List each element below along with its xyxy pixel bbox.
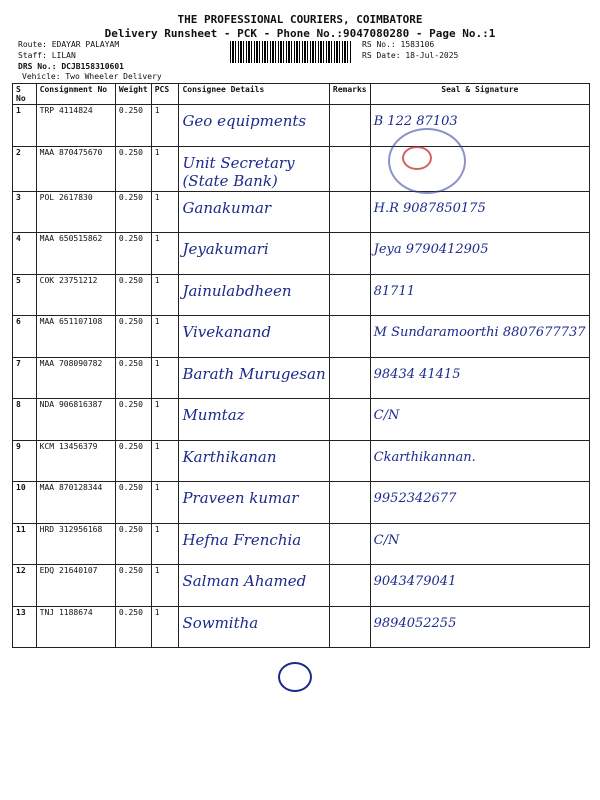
row-signature: B 122 87103 xyxy=(373,114,458,129)
row-consignee: Mumtaz xyxy=(182,406,245,424)
row-consignee: Karthikanan xyxy=(182,447,277,466)
table-row xyxy=(13,399,590,441)
table-row xyxy=(13,146,590,191)
row-pcs: 1 xyxy=(154,566,160,575)
page-subtitle: Delivery Runsheet - PCK - Phone No.:9047080280 - Page No.:1 xyxy=(104,27,496,40)
row-signature: 9952342677 xyxy=(373,491,457,506)
col-remarks: Remarks xyxy=(329,84,370,105)
row-weight: 0.250 xyxy=(118,524,143,534)
row-weight: 0.250 xyxy=(118,441,143,451)
col-sno: S No xyxy=(13,84,37,105)
row-remarks xyxy=(329,399,370,441)
row-consignee: Jeyakumari xyxy=(182,240,269,258)
row-remarks xyxy=(329,606,370,648)
col-consignee: Consignee Details xyxy=(179,84,329,105)
row-consignment-no: MAA 650515862 xyxy=(39,234,103,243)
table-row xyxy=(13,316,590,358)
row-remarks xyxy=(329,357,370,399)
row-signature: 9043479041 xyxy=(373,574,457,589)
row-consignment-no: MAA 870128344 xyxy=(39,483,103,492)
row-sno: 6 xyxy=(16,317,21,326)
row-signature: H.R 9087850175 xyxy=(373,200,486,216)
row-remarks xyxy=(329,146,370,191)
route-label: Route: EDAYAR PALAYAM xyxy=(18,40,120,49)
row-signature: C/N xyxy=(373,408,400,423)
row-consignee: Salman Ahamed xyxy=(182,572,307,590)
row-consignment-no: MAA 870475670 xyxy=(39,147,103,157)
col-weight: Weight xyxy=(115,84,151,105)
row-pcs: 1 xyxy=(154,147,160,157)
row-pcs: 1 xyxy=(154,192,160,202)
row-consignment-no: NDA 906816387 xyxy=(39,400,103,409)
row-sno: 3 xyxy=(16,192,21,202)
row-consignment-no: EDQ 21640107 xyxy=(39,566,98,575)
row-remarks xyxy=(329,523,370,565)
row-consignee: Barath Murugesan xyxy=(182,364,326,383)
row-weight: 0.250 xyxy=(118,192,143,202)
row-remarks xyxy=(329,105,370,147)
row-signature: C/N xyxy=(373,532,400,548)
table-row xyxy=(13,357,590,399)
table-row xyxy=(13,565,590,607)
row-sno: 4 xyxy=(16,234,21,243)
barcode xyxy=(230,41,352,63)
row-sno: 9 xyxy=(16,441,21,451)
table-row xyxy=(13,482,590,524)
table-header-row xyxy=(13,84,590,105)
row-consignee: Hefna Frenchia xyxy=(182,530,302,549)
row-consignment-no: HRD 312956168 xyxy=(39,524,103,534)
row-sno: 8 xyxy=(16,400,21,409)
row-pcs: 1 xyxy=(154,275,160,285)
row-weight: 0.250 xyxy=(118,400,143,409)
table-row xyxy=(13,440,590,482)
row-consignee: Sowmitha xyxy=(182,613,259,632)
row-remarks xyxy=(329,274,370,316)
row-consignment-no: MAA 708090782 xyxy=(39,358,103,368)
table-row xyxy=(13,105,590,147)
row-remarks xyxy=(329,440,370,482)
row-weight: 0.250 xyxy=(118,483,143,492)
row-signature: Jeya 9790412905 xyxy=(373,242,489,257)
row-remarks xyxy=(329,565,370,607)
row-consignee: Vivekanand xyxy=(182,323,272,341)
row-consignment-no: POL 2617830 xyxy=(39,192,93,202)
staff-label: Staff: LILAN xyxy=(18,51,76,60)
row-sno: 5 xyxy=(16,275,21,285)
row-consignment-no: MAA 651107108 xyxy=(39,317,103,326)
row-pcs: 1 xyxy=(154,400,160,409)
row-pcs: 1 xyxy=(154,317,160,326)
row-sno: 7 xyxy=(16,358,21,368)
runsheet-table xyxy=(12,83,590,648)
col-signature: Seal & Signature xyxy=(370,84,589,105)
table-row xyxy=(13,606,590,648)
table-row xyxy=(13,191,590,233)
table-row xyxy=(13,233,590,275)
row-signature: 9894052255 xyxy=(373,615,457,631)
row-pcs: 1 xyxy=(154,106,160,115)
row-consignee: Unit Secretary (State Bank) xyxy=(182,153,295,190)
table-row xyxy=(13,523,590,565)
seal-mark xyxy=(402,146,432,170)
row-sno: 13 xyxy=(16,607,26,617)
row-signature: 98434 41415 xyxy=(373,366,461,382)
row-weight: 0.250 xyxy=(118,106,143,115)
col-pcs: PCS xyxy=(151,84,179,105)
row-signature: Ckarthikannan. xyxy=(373,449,476,465)
row-sno: 1 xyxy=(16,106,21,115)
row-consignee: Jainulabdheen xyxy=(182,281,292,300)
row-consignment-no: COK 23751212 xyxy=(39,275,98,285)
rs-date: RS Date: 18-Jul-2025 xyxy=(362,51,459,60)
row-weight: 0.250 xyxy=(118,607,143,617)
row-sno: 11 xyxy=(16,524,26,534)
row-weight: 0.250 xyxy=(118,566,143,575)
row-signature: M Sundaramoorthi 8807677737 xyxy=(373,325,586,340)
row-pcs: 1 xyxy=(154,524,160,534)
row-pcs: 1 xyxy=(154,441,160,451)
vehicle-label: Vehicle: Two Wheeler Delivery xyxy=(22,72,162,81)
row-consignee: Ganakumar xyxy=(182,198,272,217)
row-consignee: Geo equipments xyxy=(182,112,307,130)
row-sno: 10 xyxy=(16,483,26,492)
row-remarks xyxy=(329,233,370,275)
row-signature: 81711 xyxy=(373,283,415,299)
row-weight: 0.250 xyxy=(118,317,143,326)
row-consignment-no: KCM 13456379 xyxy=(39,441,98,451)
row-remarks xyxy=(329,316,370,358)
row-weight: 0.250 xyxy=(118,147,143,157)
row-sno: 12 xyxy=(16,566,26,575)
row-weight: 0.250 xyxy=(118,234,143,243)
row-consignee: Praveen kumar xyxy=(182,489,299,507)
row-sno: 2 xyxy=(16,147,21,157)
row-pcs: 1 xyxy=(154,234,160,243)
row-pcs: 1 xyxy=(154,483,160,492)
rs-number: RS No.: 1583106 xyxy=(362,40,435,49)
row-weight: 0.250 xyxy=(118,358,143,368)
row-consignment-no: TRP 4114824 xyxy=(39,106,93,115)
page-title: THE PROFESSIONAL COURIERS, COIMBATORE xyxy=(177,13,423,26)
row-consignment-no: TNJ 1188674 xyxy=(39,607,93,617)
table-row xyxy=(13,274,590,316)
row-pcs: 1 xyxy=(154,607,160,617)
row-pcs: 1 xyxy=(154,358,160,368)
col-consignment: Consignment No xyxy=(36,84,115,105)
signature-mark xyxy=(278,662,312,692)
row-remarks xyxy=(329,191,370,233)
drs-number: DRS No.: DCJB158310601 xyxy=(18,62,124,71)
row-weight: 0.250 xyxy=(118,275,143,285)
row-remarks xyxy=(329,482,370,524)
